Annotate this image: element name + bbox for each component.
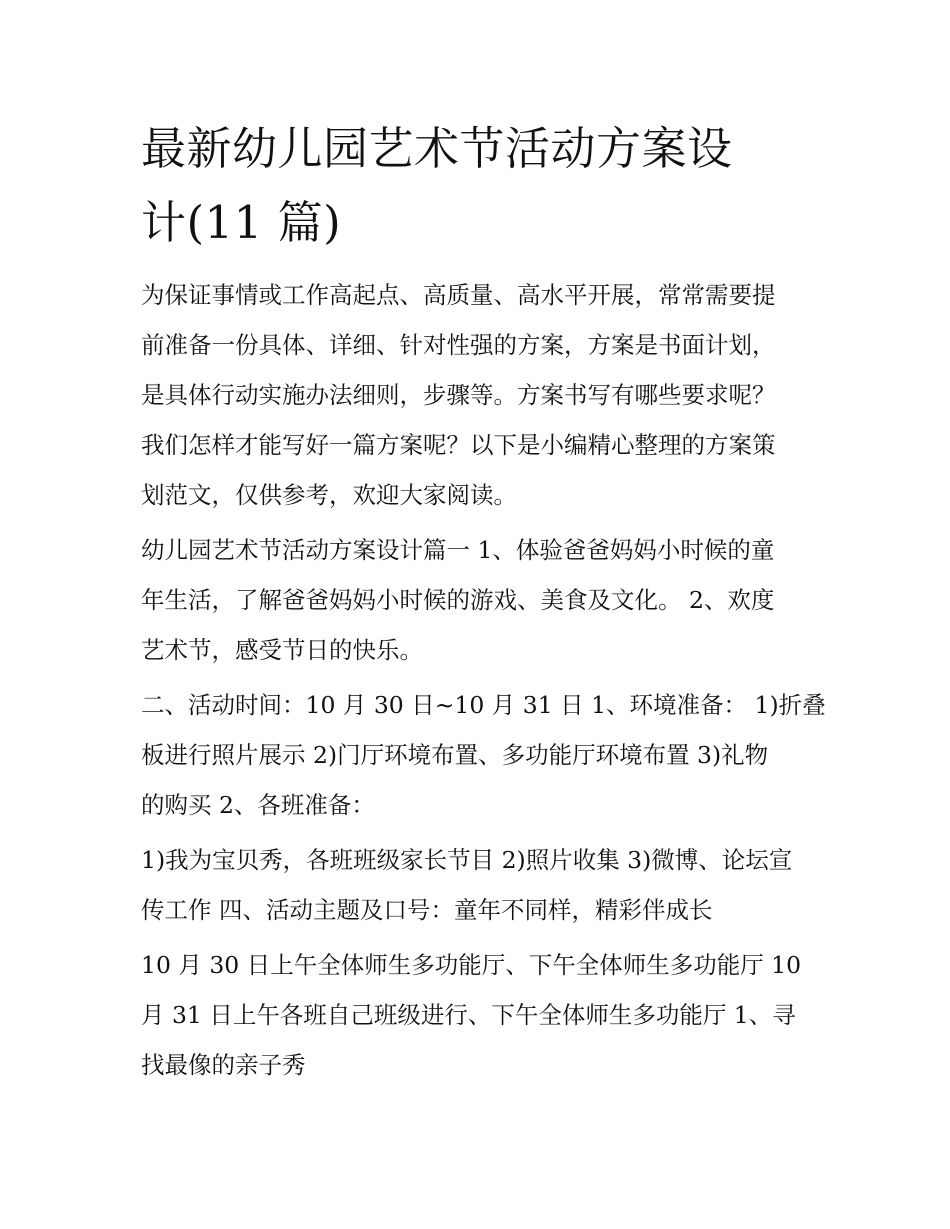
paragraph-intro (141, 270, 813, 520)
text-line: 年生活，了解爸爸妈妈小时候的游戏、美食及文化。 2、欢度 (141, 586, 775, 614)
text-line: 是具体行动实施办法细则，步骤等。方案书写有哪些要求呢？ (141, 381, 776, 409)
text-line: 月 31 日上午各班自己班级进行、下午全体师生多功能厅 1、寻 (141, 1001, 796, 1029)
paragraph-activities (141, 940, 813, 1090)
text-line: 传工作 四、活动主题及口号：童年不同样，精彩伴成长 (141, 896, 713, 924)
title-line: 计(11 篇) (141, 196, 342, 249)
paragraph-goals (141, 525, 813, 675)
text-line: 板进行照片展示 2)门厅环境布置、多功能厅环境布置 3)礼物 (141, 741, 769, 769)
paragraph-schedule (141, 680, 826, 830)
text-line: 的购买 2、各班准备： (141, 791, 375, 819)
text-line: 我们怎样才能写好一篇方案呢？以下是小编精心整理的方案策 (141, 431, 776, 459)
text-line: 幼儿园艺术节活动方案设计篇一 1、体验爸爸妈妈小时候的童 (141, 536, 775, 564)
text-line: 为保证事情或工作高起点、高质量、高水平开展，常常需要提 (141, 281, 776, 309)
title-line: 最新幼儿园艺术节活动方案设 (141, 122, 733, 175)
document-body (141, 270, 826, 1090)
text-line: 二、活动时间：10 月 30 日~10 月 31 日 1、环境准备： 1)折叠 (141, 691, 826, 719)
text-line: 划范文，仅供参考，欢迎大家阅读。 (141, 481, 517, 509)
text-line: 艺术节，感受节日的快乐。 (141, 636, 423, 664)
document-title (141, 112, 813, 260)
text-line: 1)我为宝贝秀，各班班级家长节目 2)照片收集 3)微博、论坛宣 (141, 846, 793, 874)
text-line: 10 月 30 日上午全体师生多功能厅、下午全体师生多功能厅 10 (141, 951, 802, 979)
document-content (141, 112, 826, 1095)
text-line: 前准备一份具体、详细、针对性强的方案，方案是书面计划， (141, 331, 776, 359)
paragraph-preparation (141, 835, 813, 935)
text-line: 找最像的亲子秀 (141, 1051, 306, 1079)
